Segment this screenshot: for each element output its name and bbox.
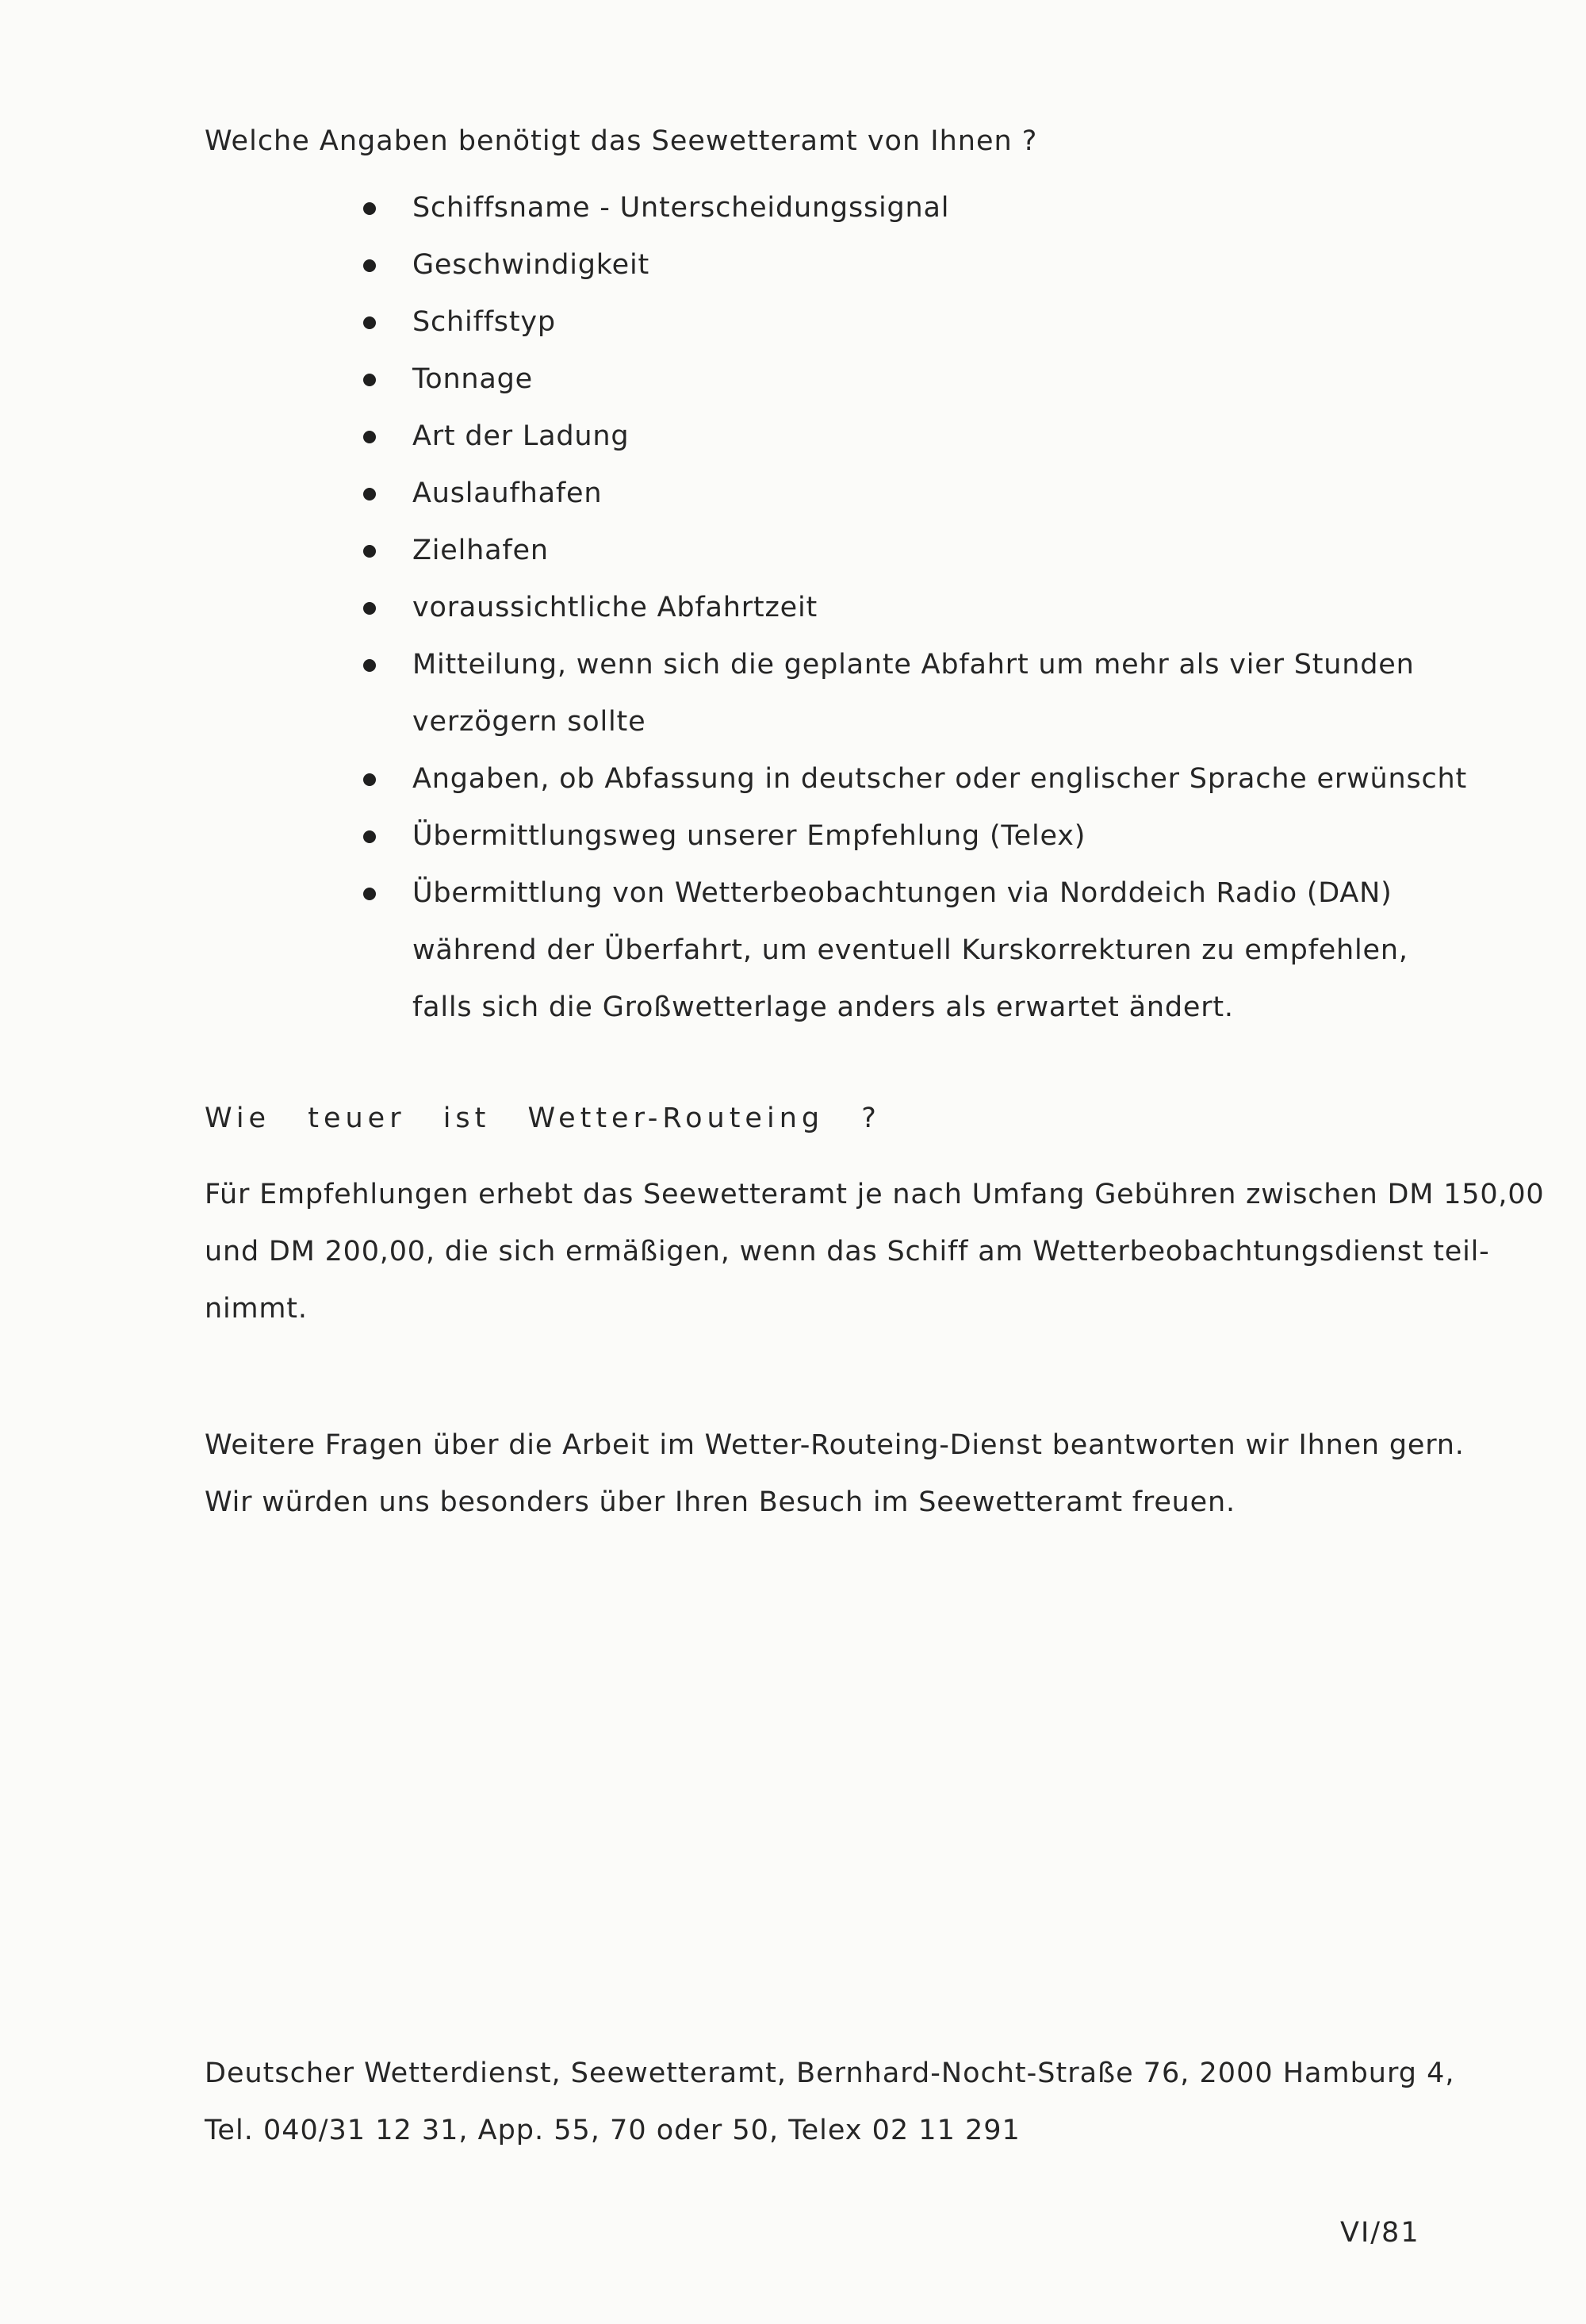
list-item-text: Art der Ladung [412,420,630,452]
list-item [357,807,1515,865]
page-number: VI/81 [1340,2217,1420,2249]
bullet-dot-icon [363,374,376,386]
bullet-dot-icon [363,259,376,272]
list-item [357,293,1515,351]
bullet-dot-icon [363,202,376,215]
bullet-dot-icon [363,316,376,329]
list-item [357,865,1515,1036]
list-item-text: Zielhafen [412,535,549,566]
closing-paragraph-line: Weitere Fragen über die Arbeit im Wetter-Routeing-Dienst beantworten wir Ihnen gern. [205,1429,1465,1461]
cost-paragraph-line: nimmt. [205,1293,308,1325]
list-item [357,408,1515,465]
list-item-text: voraussichtliche Abfahrtzeit [412,592,818,623]
cost-paragraph-line: und DM 200,00, die sich ermäßigen, wenn das Schiff am Wetterbeobachtungsdienst teil- [205,1236,1490,1267]
list-item-text: Mitteilung, wenn sich die geplante Abfahrt um mehr als vier Stunden [412,649,1415,681]
list-item-text: Angaben, ob Abfassung in deutscher oder englischer Sprache erwünscht [412,763,1468,795]
intro-question: Welche Angaben benötigt das Seewetteramt von Ihnen ? [205,125,1038,157]
list-item-text: Schiffstyp [412,306,556,338]
address-footer [205,2045,1455,2159]
bullet-dot-icon [363,773,376,786]
footer-contact-line: Tel. 040/31 12 31, App. 55, 70 oder 50, Telex 02 11 291 [205,2115,1021,2146]
bullet-dot-icon [363,888,376,900]
bullet-dot-icon [363,545,376,558]
list-item [357,179,1515,236]
list-item [357,351,1515,408]
list-item-text: Auslaufhafen [412,477,603,509]
cost-heading: Wie teuer ist Wetter-Routeing ? [205,1103,881,1134]
bullet-dot-icon [363,488,376,500]
cost-paragraph-line: Für Empfehlungen erhebt das Seewetteramt je nach Umfang Gebühren zwischen DM 150,00 [205,1179,1545,1210]
list-item-text: falls sich die Großwetterlage anders als erwartet ändert. [412,991,1234,1023]
bullet-dot-icon [363,659,376,672]
footer-address-line: Deutscher Wetterdienst, Seewetteramt, Bernhard-Nocht-Straße 76, 2000 Hamburg 4, [205,2057,1455,2089]
list-item [357,465,1515,522]
cost-paragraph [205,1166,1544,1337]
list-item-text: Tonnage [412,363,534,395]
bullet-dot-icon [363,830,376,843]
list-item [357,522,1515,579]
closing-paragraph-line: Wir würden uns besonders über Ihren Besuch im Seewetteramt freuen. [205,1486,1235,1518]
bullet-dot-icon [363,431,376,443]
bullet-dot-icon [363,602,376,615]
requirements-list [357,179,1515,1036]
list-item-text: verzögern sollte [412,706,646,738]
list-item-text: Übermittlung von Wetterbeobachtungen via Norddeich Radio (DAN) [412,877,1393,909]
list-item [357,636,1515,750]
list-item [357,236,1515,293]
list-item-text: Schiffsname - Unterscheidungssignal [412,192,950,224]
list-item-text: Geschwindigkeit [412,249,650,281]
list-item-text: Übermittlungsweg unserer Empfehlung (Telex) [412,820,1086,852]
closing-paragraph [205,1417,1465,1531]
list-item [357,750,1515,807]
list-item-text: während der Überfahrt, um eventuell Kurskorrekturen zu empfehlen, [412,934,1408,966]
list-item [357,579,1515,636]
